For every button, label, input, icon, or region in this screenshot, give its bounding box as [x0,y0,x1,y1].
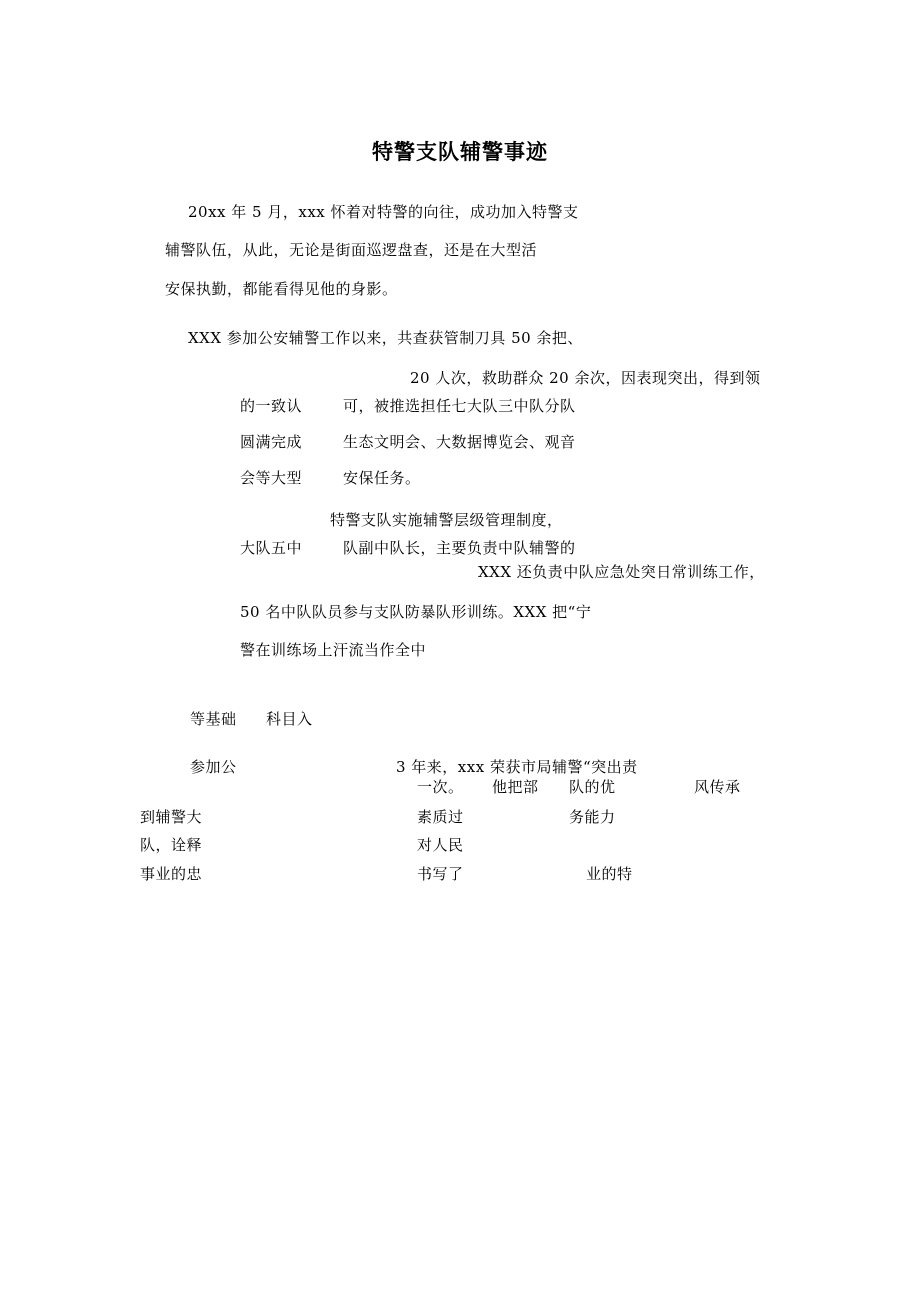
text-line: 20 人次，救助群众 20 余次，因表现突出，得到领 [410,369,761,387]
text-fragment: 素质过 [417,808,464,826]
text-line: XXX 还负责中队应急处突日常训练工作， [478,563,765,581]
text-fragment: 参加公 [190,758,237,776]
text-fragment: 他把部 [492,778,539,796]
text-fragment: 可，被推选担任七大队三中队分队 [343,397,576,415]
text-fragment: 队的优 [569,778,616,796]
text-fragment: 对人民 [417,836,464,854]
text-line: 50 名中队队员参与支队防暴队形训练。XXX 把“宁 [240,603,592,621]
text-fragment: 事业的忠 [140,865,203,883]
text-fragment: 会等大型 [240,469,303,487]
text-line: XXX 参加公安辅警工作以来，共查获管制刀具 50 余把、 [188,329,583,347]
text-fragment: 生态文明会、大数据博览会、观音 [343,433,576,451]
document-title: 特警支队辅警事迹 [372,140,548,164]
text-fragment: 风传承 [694,778,741,796]
text-fragment: 务能力 [569,808,616,826]
text-line: 20xx 年 5 月，xxx 怀着对特警的向往，成功加入特警支 [188,203,579,221]
text-line: 警在训练场上汗流当作全中 [240,641,427,659]
text-fragment: 的一致认 [240,397,303,415]
text-fragment: 科目入 [266,710,313,728]
text-line: 辅警队伍，从此，无论是街面巡逻盘查，还是在大型活 [165,241,538,259]
text-fragment: 队副中队长，主要负责中队辅警的 [343,539,576,557]
text-fragment: 书写了 [417,865,464,883]
text-fragment: 等基础 [190,710,237,728]
text-fragment: 业的特 [586,865,633,883]
text-fragment: 安保任务。 [343,469,421,487]
text-fragment: 圆满完成 [240,433,303,451]
text-fragment: 大队五中 [240,539,303,557]
text-fragment: 一次。 [417,778,464,796]
text-line: 安保执勤，都能看得见他的身影。 [165,280,398,298]
text-line: 特警支队实施辅警层级管理制度， [330,511,563,529]
text-fragment: 3 年来，xxx 荣获市局辅警“突出责 [396,758,638,776]
text-fragment: 到辅警大 [140,808,203,826]
text-fragment: 队，诠释 [140,836,203,854]
